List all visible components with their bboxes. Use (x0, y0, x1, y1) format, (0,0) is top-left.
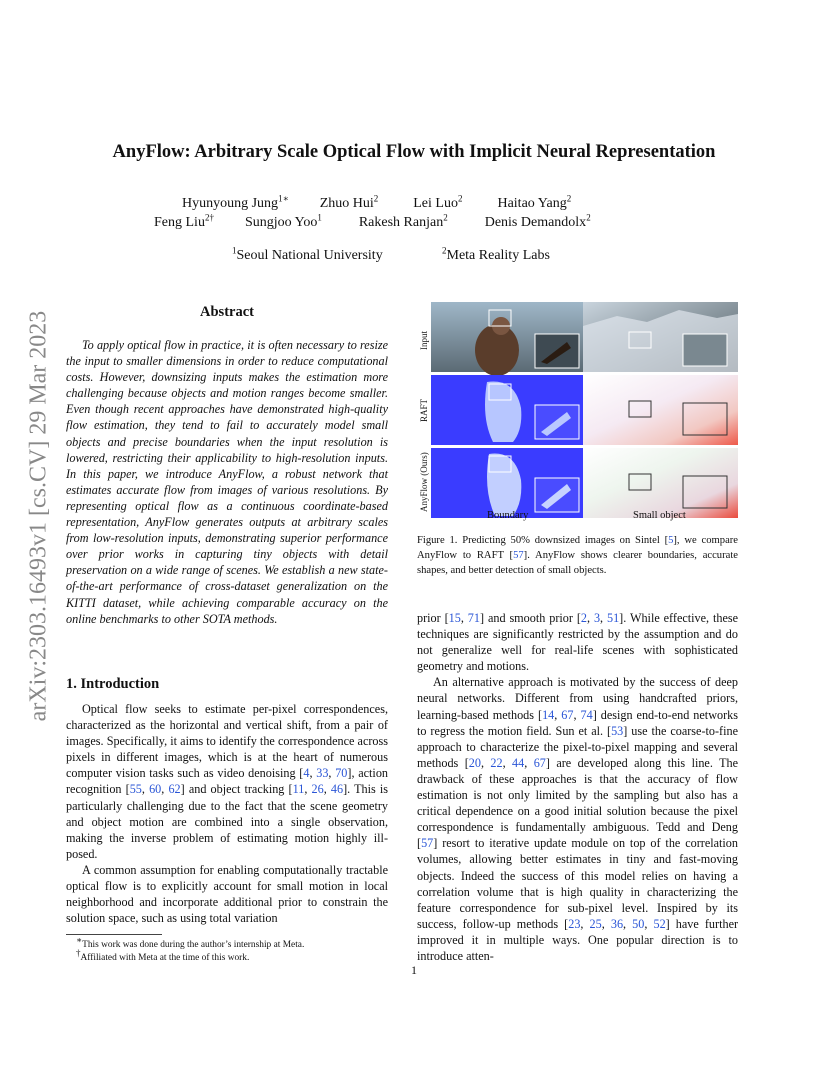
footnote-mark: ∗ (76, 935, 83, 945)
footnote-text: This work was done during the author’s internship at Meta. (82, 940, 305, 951)
abstract-heading: Abstract (200, 304, 254, 320)
affiliation-2 (442, 245, 550, 264)
citation-link[interactable]: 14 (542, 707, 555, 722)
figure-col-label: Boundary (487, 510, 529, 521)
section-heading: 1. Introduction (66, 676, 160, 692)
author-name: Haitao Yang (497, 196, 567, 211)
text-run: ] and smooth prior [ (479, 611, 581, 625)
text-run: , (502, 755, 513, 770)
text-run: , (328, 766, 336, 781)
author-name: Rakesh Ranjan (358, 215, 444, 230)
citation-link[interactable]: 11 (292, 782, 305, 797)
author-sup: 1 (317, 212, 322, 223)
author-sup: 2 (457, 193, 463, 204)
citation-link[interactable]: 3 (593, 611, 601, 625)
text-run: ], action recognition [ (66, 766, 389, 797)
citation-link[interactable]: 67 (533, 755, 546, 770)
figure-caption (417, 533, 738, 578)
citation-link[interactable]: 44 (512, 755, 525, 770)
author-sup: 2 (443, 212, 448, 223)
arxiv-stamp (22, 272, 56, 760)
footnote-2 (76, 948, 250, 964)
text-run: ] and object tracking [ (180, 782, 293, 797)
text-run: , (623, 916, 633, 931)
figure-row-label: Input (419, 331, 429, 350)
citation-link[interactable]: 2 (580, 611, 587, 625)
citation-link[interactable]: 70 (335, 766, 348, 781)
text-run: Figure 1. Predicting 50% downsized images on Sintel [ (417, 535, 669, 546)
affiliation-name: Seoul National University (236, 248, 383, 263)
text-run: , (304, 782, 312, 797)
text-run: , (600, 611, 607, 625)
citation-link[interactable]: 52 (653, 916, 666, 931)
citation-link[interactable]: 36 (610, 916, 624, 931)
text-run: prior [ (417, 611, 449, 625)
citation-link[interactable]: 15 (448, 611, 461, 625)
text-run: , (141, 782, 150, 797)
citation-link[interactable]: 55 (129, 782, 142, 797)
citation-link[interactable]: 46 (330, 782, 344, 797)
citation-link[interactable]: 57 (421, 836, 434, 851)
text-run: , (460, 611, 468, 625)
citation-link[interactable]: 50 (632, 916, 645, 931)
citation-link[interactable]: 74 (580, 707, 593, 722)
author-sup: 1∗ (278, 193, 289, 204)
text-run: ] design end-to-end networks to regress the motion field. Sun et al. [ (417, 707, 738, 738)
citation-link[interactable]: 23 (568, 916, 581, 931)
footnote-text: Affiliated with Meta at the time of this work. (80, 953, 250, 964)
citation-link[interactable]: 53 (611, 723, 624, 738)
citation-link[interactable]: 26 (311, 782, 324, 797)
affiliation-1 (232, 245, 383, 264)
text-run: , (554, 707, 562, 722)
text-run: , (323, 782, 331, 797)
text-run: , (161, 782, 169, 797)
text-run: , (480, 755, 491, 770)
author-sup: 2 (586, 212, 591, 223)
text-run: A common assumption for enabling computationally tractable optical flow is to explicitly account for small motion in local neighborhood and incorporate additional prior to constrain the solution space, such as using total variation (66, 862, 388, 926)
text-run: ] resort to iterative update module on top of the correlation volumes, allowing better estimates in tiny and fast-moving objects. Indeed the success of this model relies on having a correlation volume that is high quality in characterizing the feature correspondence for sub-pixel level. Inspired by its success, follow-up methods [ (417, 836, 738, 931)
figure-row-label: RAFT (419, 398, 429, 422)
text-run: , (524, 755, 534, 770)
right-column (417, 610, 738, 964)
citation-link[interactable]: 20 (468, 755, 481, 770)
text-run: , (586, 611, 594, 625)
text-run: ] are developed along this line. The drawback of these approaches is that the accuracy of flow estimation is not only limited by the sampling but also has a critical dependence on a good initial solution because the pixel correspondence is fundamentally ambiguous. Tedd and Deng [ (417, 755, 739, 851)
author-name: Denis Demandolx (484, 215, 587, 230)
text-run: , (644, 916, 654, 931)
right-paragraph-1 (417, 610, 738, 674)
author-sup: 2 (566, 193, 572, 204)
affiliation-sup: 1 (232, 245, 237, 256)
text-run: ]. While effective, these techniques are significantly restricted by the assumption and do not generalize well for real-life scenes with sophisticated geometry and motions. (417, 611, 739, 674)
arxiv-stamp-text: arXiv:2303.16493v1 [cs.CV] 29 Mar 2023 (25, 310, 52, 722)
author-name: Sungjoo Yoo (244, 215, 318, 230)
text-run: ] use the coarse-to-fine approach to characterize the pixel-to-pixel mapping and several methods [ (417, 723, 738, 770)
text-run: , (601, 916, 611, 931)
right-paragraph-2 (417, 674, 738, 964)
text-run: ]. AnyFlow shows clearer boundaries, accurate shapes, and better detection of small objects. (417, 550, 738, 576)
figure-row-label: AnyFlow (Ours) (419, 452, 429, 512)
citation-link[interactable]: 57 (513, 550, 524, 561)
author-list-row2 (154, 212, 591, 231)
citation-link[interactable]: 5 (668, 535, 674, 546)
citation-link[interactable]: 67 (561, 707, 574, 722)
page-number: 1 (411, 963, 417, 977)
citation-link[interactable]: 71 (467, 611, 480, 625)
intro-paragraph-2 (66, 862, 388, 926)
text-run: ], we compare AnyFlow to RAFT [ (417, 535, 738, 561)
intro-column (66, 701, 388, 926)
abstract-text (66, 337, 388, 627)
author-name: Lei Luo (413, 196, 458, 211)
figure-1 (417, 298, 738, 524)
intro-paragraph-1 (66, 701, 388, 862)
text-run: , (573, 707, 581, 722)
affiliation-name: Meta Reality Labs (446, 248, 550, 263)
citation-link[interactable]: 33 (316, 766, 329, 781)
text-run: Optical flow seeks to estimate per-pixel correspondences, characterized as the horizontal and vertical shift, from a pair of images. Specifically, it aims to identify the correspondence across pixels in different images, which is at the heart of numerous computer vision tasks such as video denoising [ (66, 702, 388, 781)
author-name: Zhuo Hui (319, 196, 374, 211)
author-sup: 2 (373, 193, 379, 204)
author-list-row1 (182, 193, 572, 212)
citation-link[interactable]: 25 (589, 916, 602, 931)
footnote-mark: † (76, 948, 81, 958)
citation-link[interactable]: 22 (490, 755, 503, 770)
footnote-1 (76, 935, 305, 951)
affiliation-sup: 2 (442, 245, 447, 256)
figure-1-image (417, 298, 738, 524)
citation-link[interactable]: 62 (168, 782, 181, 797)
text-run: ]. This is particularly challenging due to the fact that the scene geometry and object motion are combined into a single observation, making the inverse problem of estimating motion highly ill-posed. (66, 782, 389, 861)
citation-link[interactable]: 60 (149, 782, 162, 797)
author-name: Hyunyoung Jung (182, 196, 279, 211)
author-name: Feng Liu (154, 215, 205, 230)
figure-col-label: Small object (633, 510, 686, 521)
citation-link[interactable]: 4 (303, 766, 310, 781)
citation-link[interactable]: 51 (606, 611, 620, 625)
text-run: An alternative approach is motivated by the success of deep neural networks. Different from using handcrafted priors, learning-based methods [ (417, 675, 738, 722)
text-run: , (580, 916, 590, 931)
text-run: , (309, 766, 317, 781)
text-run: ] have further improved it in multiple ways. One popular direction is to introduce atten- (417, 916, 739, 963)
paper-title: AnyFlow: Arbitrary Scale Optical Flow with Implicit Neural Representation (112, 142, 716, 162)
abstract-paragraph: To apply optical flow in practice, it is often necessary to resize the input to smaller dimensions in order to reduce computational costs. However, downsizing inputs makes the estimation more challenging because objects and motion ranges become smaller. Even though recent approaches have demonstrated high-quality flow estimation, they tend to fail to accurately model small objects and precise boundaries when the input resolution is lowered, restricting their applicability to high-resolution inputs. In this paper, we introduce AnyFlow, a robust network that estimates accurate flow from images of various resolutions. By representing optical flow as a continuous coordinate-based representation, AnyFlow generates outputs at arbitrary scales from low-resolution inputs, demonstrating superior performance over prior works in capturing tiny objects with detail preservation on a wide range of scenes. We establish a new state-of-the-art performance of cross-dataset generalization on the KITTI dataset, while achieving comparable accuracy on the online benchmarks to other SOTA methods. (66, 338, 388, 626)
author-sup: 2† (204, 212, 214, 223)
